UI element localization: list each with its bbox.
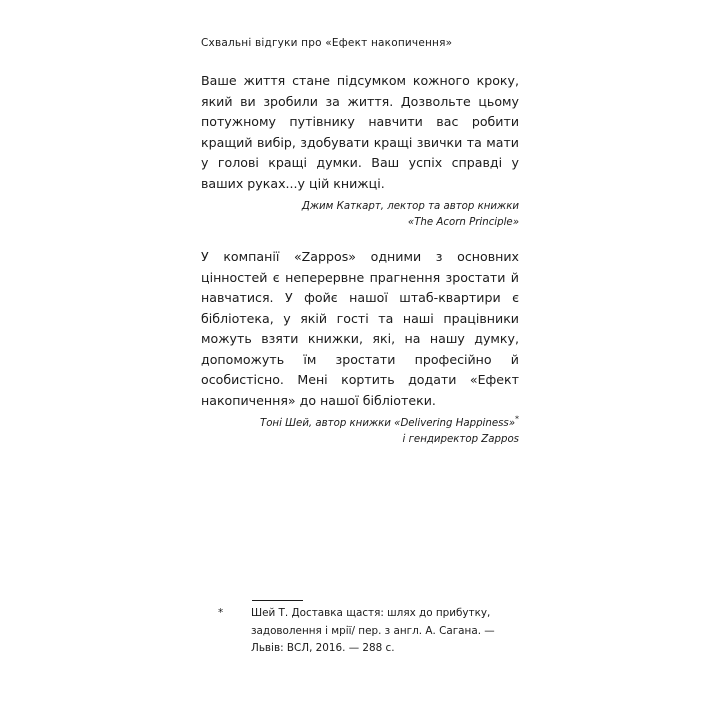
review-quote: У компанії «Zappos» одними з основних цінностей є неперервне прагнення зростати й навчатися. У фойє нашої штаб-квартири є бібліотека, у якій гості та наші працівники можуть взяти книжки, які, на нашу думку, допоможуть їм зростати професійно й особистісно. Мені кортить додати «Ефект накопичення» до нашої бібліотеки.: [201, 249, 519, 408]
footnote-mark: *: [218, 607, 224, 619]
review-2: [201, 247, 519, 447]
review-1: [201, 71, 519, 230]
review-attribution: [201, 416, 519, 447]
attribution-line: і гендиректор Zappos: [402, 433, 519, 445]
attribution-text: Тоні Шей, автор книжки «Delivering Happiness»: [259, 418, 515, 429]
attribution-line: Джим Каткарт, лектор та автор книжки: [301, 201, 519, 212]
review-quote: Ваше життя стане підсумком кожного кроку, який ви зробили за життя. Дозвольте цьому потужному путівнику навчити вас робити кращий вибір, здобувати кращі звички та мати у голові кращі думки. Ваш успіх справді у ваших руках...у цій книжці.: [201, 73, 519, 191]
footnote-text: Шей Т. Доставка щастя: шлях до прибутку, задоволення і мрії/ пер. з англ. А. Сагана. — Львів: ВСЛ, 2016. — 288 с.: [251, 607, 495, 654]
review-attribution: [201, 199, 519, 230]
running-head: Схвальні відгуки про «Ефект накопичення»: [201, 37, 453, 49]
footnote-divider: [252, 600, 303, 601]
attribution-line: [201, 416, 519, 432]
footnote-reference: *: [515, 414, 519, 424]
attribution-line: «The Acorn Principle»: [407, 216, 519, 228]
footnote: [218, 605, 519, 658]
